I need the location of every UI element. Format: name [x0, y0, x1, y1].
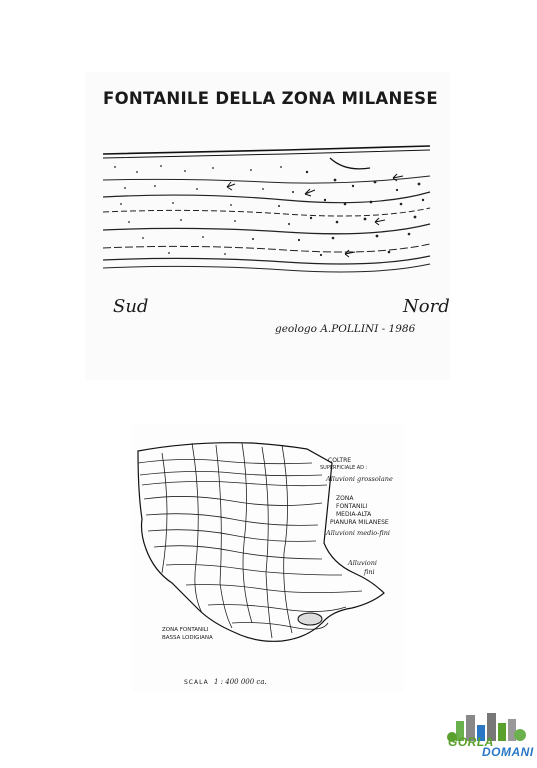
hatched-area	[298, 613, 322, 625]
map-scale-label: SCALA	[184, 679, 209, 686]
contour-line	[146, 514, 318, 526]
map-label-alluvioni-medio-fini: Alluvioni medio-fini	[326, 529, 390, 537]
contour-line	[208, 605, 346, 612]
contour-line	[186, 585, 362, 593]
map-scale-value: 1 : 400 000 ca.	[214, 678, 267, 686]
map-label-superficiali: SUPERFICIALE AD :	[320, 465, 368, 471]
strata-line	[103, 192, 430, 203]
ground-surface-line	[103, 146, 430, 154]
flow-arrow	[227, 182, 235, 190]
logo-word-gorla: GORLA	[448, 735, 494, 749]
contour-line	[142, 481, 327, 485]
south-label: Sud	[113, 296, 149, 317]
flow-arrow	[305, 189, 315, 196]
cross-section-figure	[85, 72, 450, 380]
strata-line	[103, 244, 430, 252]
fontanile-head	[330, 158, 370, 169]
north-label: Nord	[403, 296, 450, 317]
strata-line	[103, 256, 430, 264]
contour-line	[140, 471, 322, 475]
contour-line	[154, 546, 322, 559]
contour-line	[166, 565, 342, 576]
map-label-alluvioni-grossolane: Alluvioni grossolane	[326, 475, 393, 483]
map-label-pianura: PIANURA MILANESE	[330, 519, 389, 526]
fontanili-map-drawing	[132, 423, 404, 691]
river-line	[192, 443, 202, 613]
strata-line	[103, 264, 430, 272]
map-label-fini: fini	[364, 568, 375, 576]
strata-line	[103, 176, 430, 183]
flow-arrow	[345, 250, 355, 257]
cross-section-title: FONTANILE DELLA ZONA MILANESE	[103, 89, 438, 108]
contour-line	[144, 496, 322, 505]
logo-word-domani: DOMANI	[482, 745, 534, 759]
contour-line	[148, 530, 316, 542]
fontanili-map-figure	[132, 423, 404, 691]
map-outline	[138, 443, 384, 642]
map-label-bassa-lodigiana: BASSA LODIGIANA	[162, 635, 213, 641]
map-label-alluvioni: Alluvioni	[348, 559, 377, 567]
map-label-zona-bassa: ZONA FONTANILI	[162, 627, 209, 633]
contour-line	[138, 459, 312, 463]
flow-arrow	[375, 218, 385, 225]
author-credit: geologo A.POLLINI - 1986	[275, 323, 416, 335]
river-line	[162, 453, 167, 573]
map-label-fontanili: FONTANILI	[336, 503, 368, 510]
map-label-media-alta: MEDIA-ALTA	[336, 511, 372, 518]
strata-line	[103, 224, 430, 234]
river-line	[242, 443, 252, 623]
gorla-domani-logo	[446, 711, 534, 759]
map-label-zona: ZONA	[336, 495, 354, 502]
map-label-coltre: COLTRE	[328, 457, 352, 464]
river-line	[282, 445, 292, 633]
strata-line	[103, 208, 430, 216]
